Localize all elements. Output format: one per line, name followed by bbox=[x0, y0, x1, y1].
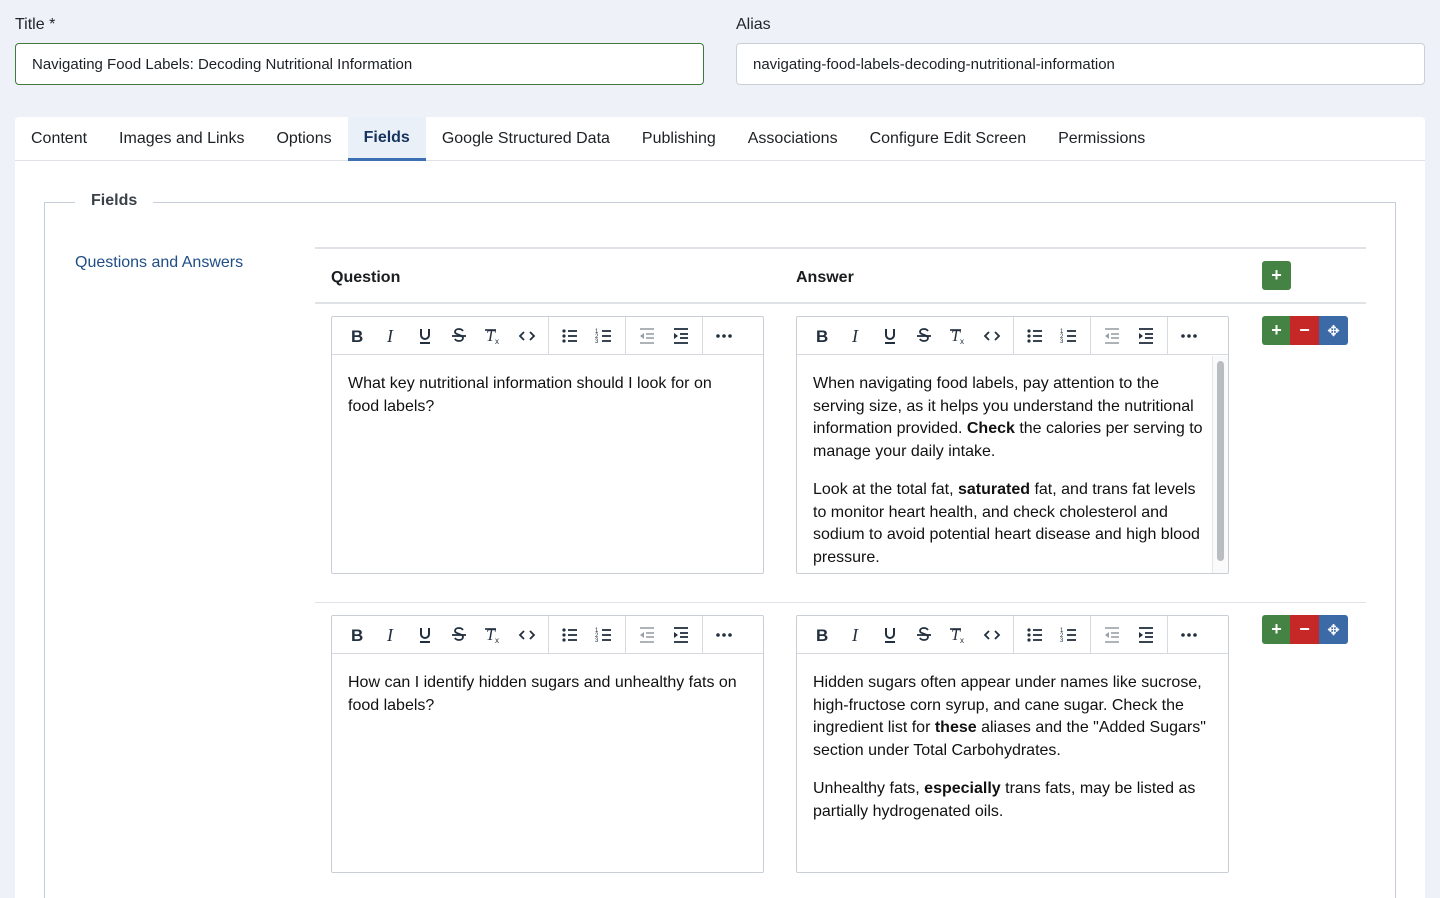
title-label: Title * bbox=[15, 16, 56, 33]
svg-text:3: 3 bbox=[595, 338, 599, 345]
toolbar-group bbox=[801, 317, 1014, 355]
svg-text:I: I bbox=[387, 624, 393, 645]
svg-text:I: I bbox=[852, 624, 858, 645]
tab-permissions[interactable]: Permissions bbox=[1058, 130, 1146, 147]
svg-text:I: I bbox=[852, 325, 858, 346]
toolbar-group bbox=[549, 317, 626, 355]
svg-text:3: 3 bbox=[1060, 637, 1064, 644]
strikethrough-icon[interactable] bbox=[907, 620, 941, 650]
svg-text:x: x bbox=[495, 635, 499, 645]
tab-bar bbox=[15, 117, 1425, 161]
table-top-border bbox=[315, 247, 1366, 249]
indent-icon[interactable] bbox=[664, 321, 698, 351]
bold-text: especially bbox=[924, 780, 1001, 797]
bullet-list-icon[interactable] bbox=[1018, 321, 1052, 351]
underline-icon[interactable] bbox=[408, 620, 442, 650]
text-span: When navigating food labels, pay attention to the serving size, as it helps you understand the nutritional information provided. bbox=[813, 375, 1194, 437]
tab-images-and-links[interactable]: Images and Links bbox=[119, 130, 245, 147]
more-icon[interactable] bbox=[707, 620, 741, 650]
text-span: trans fats, may be listed as partially hydrogenated oils. bbox=[813, 780, 1196, 820]
bold-icon[interactable] bbox=[805, 620, 839, 650]
toolbar-group bbox=[1014, 616, 1091, 654]
question-text-2[interactable]: How can I identify hidden sugars and unhealthy fats on food labels? bbox=[348, 674, 737, 714]
column-header-answer: Answer bbox=[796, 269, 854, 286]
strikethrough-icon[interactable] bbox=[442, 321, 476, 351]
move-row-2-handle[interactable]: ✥ bbox=[1319, 615, 1348, 644]
editor-toolbar bbox=[797, 616, 1228, 654]
toolbar-group bbox=[703, 317, 745, 355]
question-text-1[interactable]: What key nutritional information should I look for on food labels? bbox=[348, 375, 712, 415]
answer-text-2[interactable] bbox=[797, 654, 1228, 823]
code-icon[interactable] bbox=[975, 321, 1009, 351]
underline-icon[interactable] bbox=[873, 620, 907, 650]
column-header-question: Question bbox=[331, 269, 401, 286]
scrollbar-thumb[interactable] bbox=[1217, 361, 1224, 561]
toolbar-group bbox=[1014, 317, 1091, 355]
add-row-after-2-button[interactable]: + bbox=[1262, 615, 1291, 644]
question-editor-1[interactable] bbox=[331, 316, 764, 574]
outdent-icon[interactable] bbox=[630, 620, 664, 650]
bullet-list-icon[interactable] bbox=[553, 321, 587, 351]
more-icon[interactable] bbox=[707, 321, 741, 351]
scrollbar[interactable] bbox=[1212, 356, 1228, 573]
fields-fieldset bbox=[44, 192, 1396, 898]
tab-associations[interactable]: Associations bbox=[747, 130, 838, 147]
code-icon[interactable] bbox=[510, 321, 544, 351]
svg-text:2: 2 bbox=[1060, 333, 1064, 340]
italic-icon[interactable] bbox=[374, 321, 408, 351]
toolbar-group bbox=[1091, 616, 1168, 654]
editor-toolbar bbox=[332, 317, 763, 355]
bold-icon[interactable] bbox=[805, 321, 839, 351]
toolbar-group bbox=[1168, 317, 1210, 355]
outdent-icon[interactable] bbox=[630, 321, 664, 351]
answer-paragraph bbox=[813, 479, 1206, 569]
toolbar-group bbox=[549, 616, 626, 654]
tab-content[interactable]: Content bbox=[31, 130, 88, 147]
svg-text:3: 3 bbox=[595, 637, 599, 644]
toolbar-group bbox=[336, 317, 549, 355]
bold-text: Check bbox=[966, 420, 1015, 437]
svg-text:T: T bbox=[951, 327, 960, 345]
more-icon[interactable] bbox=[1172, 321, 1206, 351]
svg-text:B: B bbox=[351, 326, 364, 346]
svg-text:1: 1 bbox=[595, 328, 599, 335]
strikethrough-icon[interactable] bbox=[907, 321, 941, 351]
text-span: Unhealthy fats, bbox=[813, 780, 925, 797]
toolbar-group bbox=[703, 616, 745, 654]
question-editor-2[interactable] bbox=[331, 615, 764, 873]
numbered-list-icon[interactable] bbox=[587, 620, 621, 650]
editor-toolbar bbox=[797, 317, 1228, 355]
answer-editor-2[interactable] bbox=[796, 615, 1229, 873]
text-span: fat, and trans fat levels to monitor heart health, and check cholesterol and sodium to avoid potential heart disease and high blood pressure. bbox=[813, 481, 1200, 566]
bold-text: these bbox=[934, 719, 977, 736]
toolbar-group bbox=[1168, 616, 1210, 654]
svg-text:B: B bbox=[351, 625, 364, 645]
tab-fields[interactable]: Fields bbox=[348, 117, 426, 161]
toolbar-group bbox=[801, 616, 1014, 654]
tab-publishing[interactable]: Publishing bbox=[641, 130, 716, 147]
alias-label: Alias bbox=[736, 16, 771, 33]
bullet-list-icon[interactable] bbox=[1018, 620, 1052, 650]
underline-icon[interactable] bbox=[873, 321, 907, 351]
svg-text:x: x bbox=[960, 635, 964, 645]
tab-options[interactable]: Options bbox=[276, 130, 332, 147]
svg-text:1: 1 bbox=[1060, 627, 1064, 634]
tab-google-structured-data[interactable]: Google Structured Data bbox=[441, 130, 610, 147]
toolbar-group bbox=[336, 616, 549, 654]
svg-text:1: 1 bbox=[1060, 328, 1064, 335]
bold-icon[interactable] bbox=[340, 321, 374, 351]
numbered-list-icon[interactable] bbox=[587, 321, 621, 351]
indent-icon[interactable] bbox=[1129, 321, 1163, 351]
qa-field-label: Questions and Answers bbox=[75, 254, 244, 271]
tab-configure-edit-screen[interactable]: Configure Edit Screen bbox=[869, 130, 1027, 147]
fieldset-legend: Fields bbox=[75, 192, 153, 210]
strikethrough-icon[interactable] bbox=[442, 620, 476, 650]
remove-row-1-button[interactable]: − bbox=[1290, 316, 1319, 345]
clear-format-icon[interactable] bbox=[941, 321, 975, 351]
italic-icon[interactable] bbox=[374, 620, 408, 650]
answer-text-1[interactable] bbox=[797, 355, 1228, 569]
row-divider bbox=[315, 602, 1366, 603]
svg-text:1: 1 bbox=[595, 627, 599, 634]
tab-panel bbox=[15, 117, 1425, 898]
italic-icon[interactable] bbox=[839, 321, 873, 351]
remove-row-2-button[interactable]: − bbox=[1290, 615, 1319, 644]
editor-toolbar bbox=[332, 616, 763, 654]
svg-text:T: T bbox=[486, 626, 495, 644]
answer-editor-1[interactable] bbox=[796, 316, 1229, 574]
toolbar-group bbox=[626, 616, 703, 654]
svg-text:T: T bbox=[486, 327, 495, 345]
alias-input[interactable]: navigating-food-labels-decoding-nutritional-information bbox=[736, 43, 1425, 85]
answer-paragraph bbox=[813, 672, 1212, 762]
numbered-list-icon[interactable] bbox=[1052, 620, 1086, 650]
indent-icon[interactable] bbox=[664, 620, 698, 650]
add-row-after-1-button[interactable]: + bbox=[1262, 316, 1291, 345]
header-bottom-border bbox=[315, 302, 1366, 304]
toolbar-group bbox=[626, 317, 703, 355]
svg-text:x: x bbox=[495, 336, 499, 346]
text-span: aliases and the "Added Sugars" section under Total Carbohydrates. bbox=[813, 719, 1206, 759]
text-span: the calories per serving to manage your daily intake. bbox=[813, 420, 1203, 460]
outdent-icon[interactable] bbox=[1095, 321, 1129, 351]
svg-text:3: 3 bbox=[1060, 338, 1064, 345]
numbered-list-icon[interactable] bbox=[1052, 321, 1086, 351]
text-span: Look at the total fat, bbox=[813, 481, 958, 498]
answer-paragraph bbox=[813, 778, 1212, 823]
title-input[interactable]: Navigating Food Labels: Decoding Nutritional Information bbox=[15, 43, 704, 85]
svg-text:2: 2 bbox=[595, 632, 599, 639]
move-row-1-handle[interactable]: ✥ bbox=[1319, 316, 1348, 345]
toolbar-group bbox=[1091, 317, 1168, 355]
svg-text:2: 2 bbox=[1060, 632, 1064, 639]
underline-icon[interactable] bbox=[408, 321, 442, 351]
svg-text:T: T bbox=[951, 626, 960, 644]
bold-icon[interactable] bbox=[340, 620, 374, 650]
svg-text:I: I bbox=[387, 325, 393, 346]
clear-format-icon[interactable] bbox=[476, 321, 510, 351]
add-row-button[interactable]: + bbox=[1262, 261, 1291, 290]
outdent-icon[interactable] bbox=[1095, 620, 1129, 650]
code-icon[interactable] bbox=[510, 620, 544, 650]
bullet-list-icon[interactable] bbox=[553, 620, 587, 650]
bold-text: saturated bbox=[957, 481, 1031, 498]
svg-text:B: B bbox=[816, 625, 829, 645]
svg-text:2: 2 bbox=[595, 333, 599, 340]
clear-format-icon[interactable] bbox=[941, 620, 975, 650]
indent-icon[interactable] bbox=[1129, 620, 1163, 650]
answer-paragraph bbox=[813, 373, 1206, 463]
code-icon[interactable] bbox=[975, 620, 1009, 650]
clear-format-icon[interactable] bbox=[476, 620, 510, 650]
svg-text:B: B bbox=[816, 326, 829, 346]
italic-icon[interactable] bbox=[839, 620, 873, 650]
text-span: Hidden sugars often appear under names like sucrose, high-fructose corn syrup, and cane sugar. Check the ingredient list for bbox=[813, 674, 1202, 736]
svg-text:x: x bbox=[960, 336, 964, 346]
more-icon[interactable] bbox=[1172, 620, 1206, 650]
